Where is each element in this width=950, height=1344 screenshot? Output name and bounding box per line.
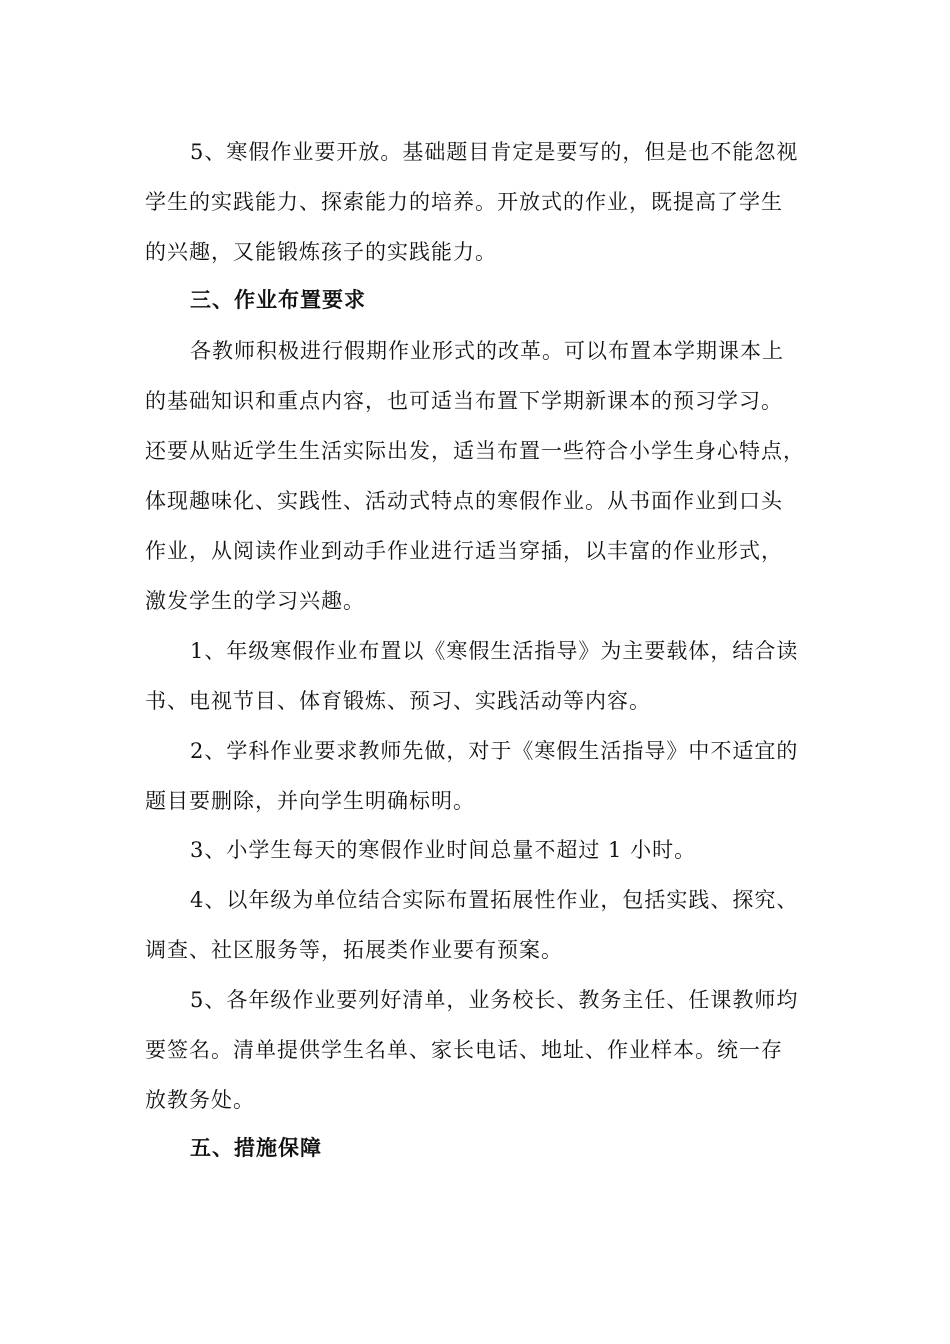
list-item-line: 5、各年级作业要列好清单，业务校长、教务主任、任课教师均 (190, 988, 799, 1012)
list-item-line: 调查、社区服务等，拓展类作业要有预案。 (145, 938, 563, 962)
section-heading: 五、措施保障 (190, 1135, 322, 1160)
paragraph-line: 5、寒假作业要开放。基础题目肯定是要写的，但是也不能忽视 (190, 140, 799, 164)
section-heading: 三、作业布置要求 (190, 287, 366, 312)
paragraph-line: 学生的实践能力、探索能力的培养。开放式的作业，既提高了学生 (145, 190, 783, 214)
list-item-line: 2、学科作业要求教师先做，对于《寒假生活指导》中不适宜的 (190, 739, 799, 763)
list-item-line: 4、以年级为单位结合实际布置拓展性作业，包括实践、探究、 (190, 888, 799, 912)
list-item-line: 3、小学生每天的寒假作业时间总量不超过 1 小时。 (190, 838, 697, 862)
paragraph-line: 还要从贴近学生生活实际出发，适当布置一些符合小学生身心特点， (145, 439, 805, 463)
list-item-line: 要签名。清单提供学生名单、家长电话、地址、作业样本。统一存 (145, 1038, 783, 1062)
paragraph-line: 各教师积极进行假期作业形式的改革。可以布置本学期课本上 (190, 339, 784, 363)
paragraph-line: 的兴趣，又能锻炼孩子的实践能力。 (145, 240, 497, 264)
paragraph-line: 作业，从阅读作业到动手作业进行适当穿插，以丰富的作业形式， (145, 539, 783, 563)
list-item-line: 书、电视节目、体育锻炼、预习、实践活动等内容。 (145, 689, 651, 713)
list-item-line: 题目要删除，并向学生明确标明。 (145, 789, 475, 813)
list-item-line: 1、年级寒假作业布置以《寒假生活指导》为主要载体，结合读 (190, 639, 799, 663)
paragraph-line: 激发学生的学习兴趣。 (145, 589, 365, 613)
paragraph-line: 体现趣味化、实践性、活动式特点的寒假作业。从书面作业到口头 (145, 489, 783, 513)
list-item-line: 放教务处。 (145, 1088, 255, 1112)
paragraph-line: 的基础知识和重点内容，也可适当布置下学期新课本的预习学习。 (145, 389, 783, 413)
